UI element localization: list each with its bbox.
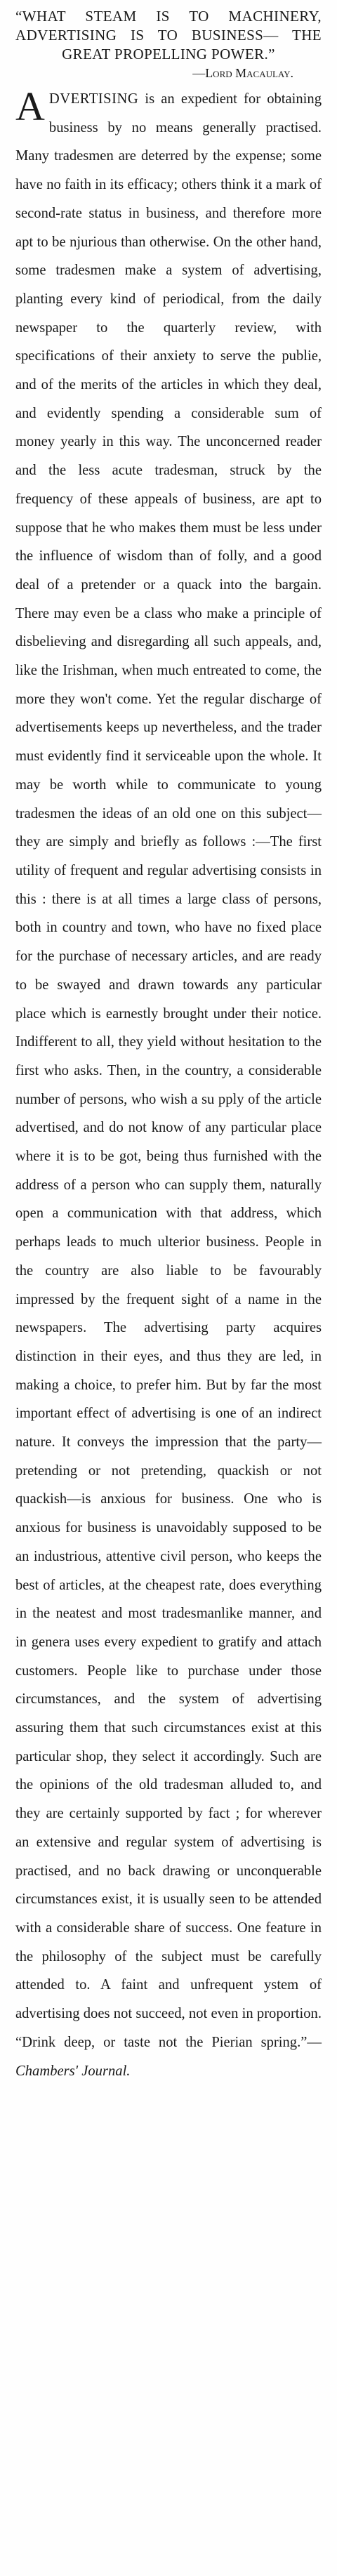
article-body-text: is an expedient for obtaining business by no means generally practised. Many tradesmen are deterred by the expense; some have no faith in its efficacy; others think it a mark of second-rate status in business, and therefore more apt to be njurious than otherwise. On the other hand, some tradesmen make a system of advertising, planting every kind of periodical, from the daily newspaper to the quarterly review, with specifications of their anxiety to serve the publie, and of the merits of the articles in which they deal, and evidently spending a considerable sum of money yearly in this way. The unconcerned reader and the less acute tradesman, struck by the frequency of these appeals of business, are apt to suppose that he who makes them must be less under the influence of wisdom than of folly, and a good deal of a pretender or a quack into the bargain. There may even be a class who make a principle of disbelieving and disregarding all such appeals, and, like the Irishman, when much entreated to come, the more they won't come. Yet the regular discharge of advertisements keeps up nevertheless, and the trader must evidently find it serviceable upon the whole. It may be worth while to communicate to young tradesmen the ideas of an old one on this subject—they are simply and briefly as follows :—The first utility of frequent and regular advertising consists in this : there is at all times a large class of persons, both in country and town, who have no fixed place for the purchase of necessary articles, and are ready to be swayed and drawn towards any particular place which is earnestly brought under their notice. Indifferent to all, they yield without hesitation to the first who asks. Then, in the country, a considerable number of persons, who wish a su pply of the article advertised, and do not know of any particular place where it is to be got, being thus furnished with the address of a person who can supply them, naturally open a communication with that address, which perhaps leads to much ulterior business. People in the country are also liable to be favourably impressed by the frequent sight of a name in the newspapers. The advertising party acquires distinction in their eyes, and thus they are led, in making a choice, to prefer him. But by far the most important effect of advertising is one of an indirect nature. It conveys the impression that the party—pretending or not pretending, quackish or not quackish—is anxious for business. One who is anxious for business is unavoidably supposed to be an industrious, attentive civil person, who keeps the best of articles, at the cheapest rate, does everything in the neatest and most tradesmanlike manner, and in genera uses every expedient to gratify and attach customers. People like to purchase under those circumstances, and the system of advertising assuring them that such circumstances exist at this particular shop, they select it accordingly. Such are the opinions of the old tradesman alluded to, and they are certainly supported by fact ; for wherever an extensive and regular system of advertising is practised, and no back drawing or unconquerable circumstances exist, it is usually seen to be attended with a considerable share of success. One feature in the philosophy of the subject must be carefully attended to. A faint and unfrequent ystem of advertising does not succeed, not even in proportion. “Drink deep, or taste not the Pierian spring.”— — [15, 91, 322, 2050]
source-citation: Chambers' Journal. — [15, 2063, 131, 2079]
first-word: DVERTISING — [48, 91, 139, 107]
drop-cap: A — [15, 84, 45, 129]
article-heading: “WHAT STEAM IS TO MACHINERY, ADVERTISING IS TO BUSINESS— THE GREAT PROPELLING POWER.” — [15, 8, 322, 62]
article-column — [15, 7, 322, 2085]
article-body — [15, 85, 322, 2085]
heading-attribution: —Lord Macaulay. — [192, 66, 293, 80]
